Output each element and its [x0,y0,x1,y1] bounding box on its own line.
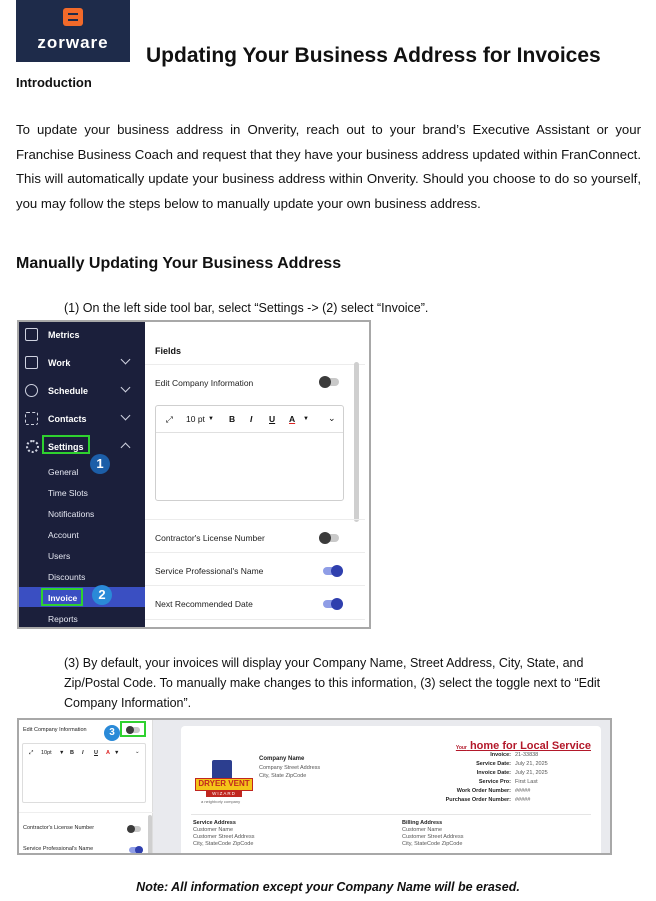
settings-sub-users[interactable]: Users [48,551,71,561]
dryer-vent-wizard-logo [195,760,253,804]
sidebar-item-label: Metrics [48,330,80,340]
billing-address-name: Customer Name [402,827,443,833]
company-street: Company Street Address [259,765,321,771]
underline-button[interactable]: U [269,414,276,424]
invoice-screenshot [17,718,612,855]
contractor-license-label: Contractor's License Number [155,533,265,543]
scrollbar[interactable] [148,815,152,855]
headline-text: home for Local Service [469,740,591,752]
zorware-mark-icon [63,8,83,26]
schedule-icon [25,384,38,397]
service-pro-toggle[interactable] [323,567,343,575]
step-badge-2: 2 [92,585,112,605]
sidebar-item-label: Settings [48,442,84,452]
next-date-toggle[interactable] [323,600,343,608]
divider [191,814,591,815]
billing-address-title: Billing Address [402,820,443,826]
sidebar [19,322,145,627]
text-color-button[interactable]: A [289,414,296,424]
meta-label: Invoice Date: [476,770,511,776]
sidebar-item-label: Work [48,358,71,368]
more-chevron-icon[interactable]: ⌄ [135,749,140,755]
meta-label: Service Date: [476,761,511,767]
step-3-text: (3) By default, your invoices will display your Company Name, Street Address, City, State, and Zip/Postal Code. To manually make changes to this information, (3) select the toggle next to “Edit Company Information”. [64,656,601,710]
italic-button[interactable]: I [82,750,84,756]
meta-label: Purchase Order Number: [445,797,511,803]
chevron-down-icon: ▼ [208,416,214,422]
more-chevron-icon[interactable]: ⌄ [328,413,336,423]
edit-company-info-label: Edit Company Information [155,378,254,388]
edit-company-info-label: Edit Company Information [23,727,87,733]
meta-label: Work Order Number: [456,788,511,794]
logo-banner: DRYER VENT [195,778,253,791]
service-pro-toggle[interactable] [129,847,143,853]
divider [145,619,365,620]
chevron-down-icon [121,355,131,365]
expand-icon[interactable]: ⤢ [166,414,173,424]
sidebar-item-metrics[interactable] [19,322,145,350]
editor-toolbar [156,406,343,433]
settings-sub-reports[interactable]: Reports [48,614,78,624]
sidebar-item-label: Contacts [48,414,87,424]
settings-highlight [42,435,90,454]
sidebar-item-label: Schedule [48,386,89,396]
next-date-label: Next Recommended Date [155,599,253,609]
invoice-headline [181,740,591,752]
billing-address-street: Customer Street Address [402,834,464,840]
font-size-select[interactable]: 10 pt [186,414,205,424]
note-text: Note: All information except your Company Name will be erased. [136,880,520,894]
chevron-down-icon [121,411,131,421]
work-icon [25,356,38,369]
invoice-preview [181,726,601,855]
meta-label: Invoice: [490,752,511,758]
chevron-down-icon: ▼ [59,750,65,756]
manual-heading: Manually Updating Your Business Address [16,255,342,272]
italic-button[interactable]: I [250,414,253,424]
sidebar-item-work[interactable] [19,350,145,378]
service-address-name: Customer Name [193,827,234,833]
divider [145,552,365,553]
company-info-editor[interactable] [22,743,146,803]
house-icon [212,760,232,780]
fields-title: Fields [155,346,182,356]
meta-value: 21-33838 [515,752,539,758]
metrics-icon [25,328,38,341]
divider [145,519,365,520]
meta-value: ##### [515,797,531,803]
expand-icon[interactable]: ⤢ [29,750,34,756]
step-badge-3: 3 [104,725,120,741]
zorware-logo [16,0,130,62]
meta-label: Service Pro: [478,779,511,785]
bold-button[interactable]: B [229,414,236,424]
page-title: Updating Your Business Address for Invoices [146,44,601,67]
company-info-editor[interactable] [155,405,344,501]
intro-paragraph: To update your business address in Onverity, reach out to your brand’s Executive Assistant or your Franchise Business Coach and request that they have your business address updated within FranConnect. This will automatically update your business address within Onverity. Should you choose to do so yourself, you may follow the steps below to manually update your own business address. [16,122,641,211]
logo-wizard: WIZARD [206,791,242,797]
contractor-license-toggle[interactable] [319,534,339,542]
meta-value: First Last [515,779,538,785]
sidebar-item-contacts[interactable] [19,406,145,434]
service-address-title: Service Address [193,820,236,826]
divider [145,364,365,365]
settings-sub-invoice[interactable]: Invoice [48,593,78,603]
contractor-license-label: Contractor's License Number [23,825,95,831]
edit-company-info-toggle[interactable] [319,378,339,386]
service-pro-label: Service Professional's Name [23,846,94,852]
meta-value: July 21, 2025 [515,770,548,776]
sidebar-item-schedule[interactable] [19,378,145,406]
toggle-highlight [120,721,146,737]
settings-sub-notifications[interactable]: Notifications [48,509,95,519]
divider [145,585,365,586]
settings-sub-account[interactable]: Account [48,530,79,540]
logo-subtitle: a neighborly company [201,799,241,804]
bold-button[interactable]: B [70,750,74,756]
chevron-down-icon: ▼ [303,416,309,422]
meta-value: July 21, 2025 [515,761,548,767]
settings-screenshot [17,320,371,629]
logo-text: zorware [37,33,109,52]
step-badge-1: 1 [90,454,110,474]
gear-icon [26,440,39,453]
settings-sub-general[interactable]: General [48,467,79,477]
service-pro-label: Service Professional's Name [155,566,264,576]
service-address-city: City, StateCode ZipCode [193,841,254,847]
service-address-street: Customer Street Address [193,834,255,840]
company-name: Company Name [259,756,305,762]
settings-sub-time-slots[interactable]: Time Slots [48,488,88,498]
settings-sub-discounts[interactable]: Discounts [48,572,86,582]
headline-prefix: Your [455,745,467,751]
contractor-license-toggle[interactable] [127,826,141,832]
contacts-icon [25,412,38,425]
chevron-down-icon [121,383,131,393]
chevron-up-icon [121,443,131,453]
underline-button[interactable]: U [94,750,98,756]
company-city: City, State ZipCode [259,773,307,779]
scrollbar[interactable] [354,362,359,522]
billing-address-city: City, StateCode ZipCode [402,841,463,847]
invoice-highlight [41,588,83,606]
font-size-select[interactable]: 10pt [41,750,52,756]
divider [19,812,153,813]
chevron-down-icon: ▼ [114,750,120,756]
settings-panel [19,720,153,853]
intro-heading: Introduction [16,75,92,90]
meta-value: ##### [515,788,531,794]
step-1-text: (1) On the left side tool bar, select “Settings -> (2) select “Invoice”. [64,301,429,315]
text-color-button[interactable]: A [106,750,110,756]
